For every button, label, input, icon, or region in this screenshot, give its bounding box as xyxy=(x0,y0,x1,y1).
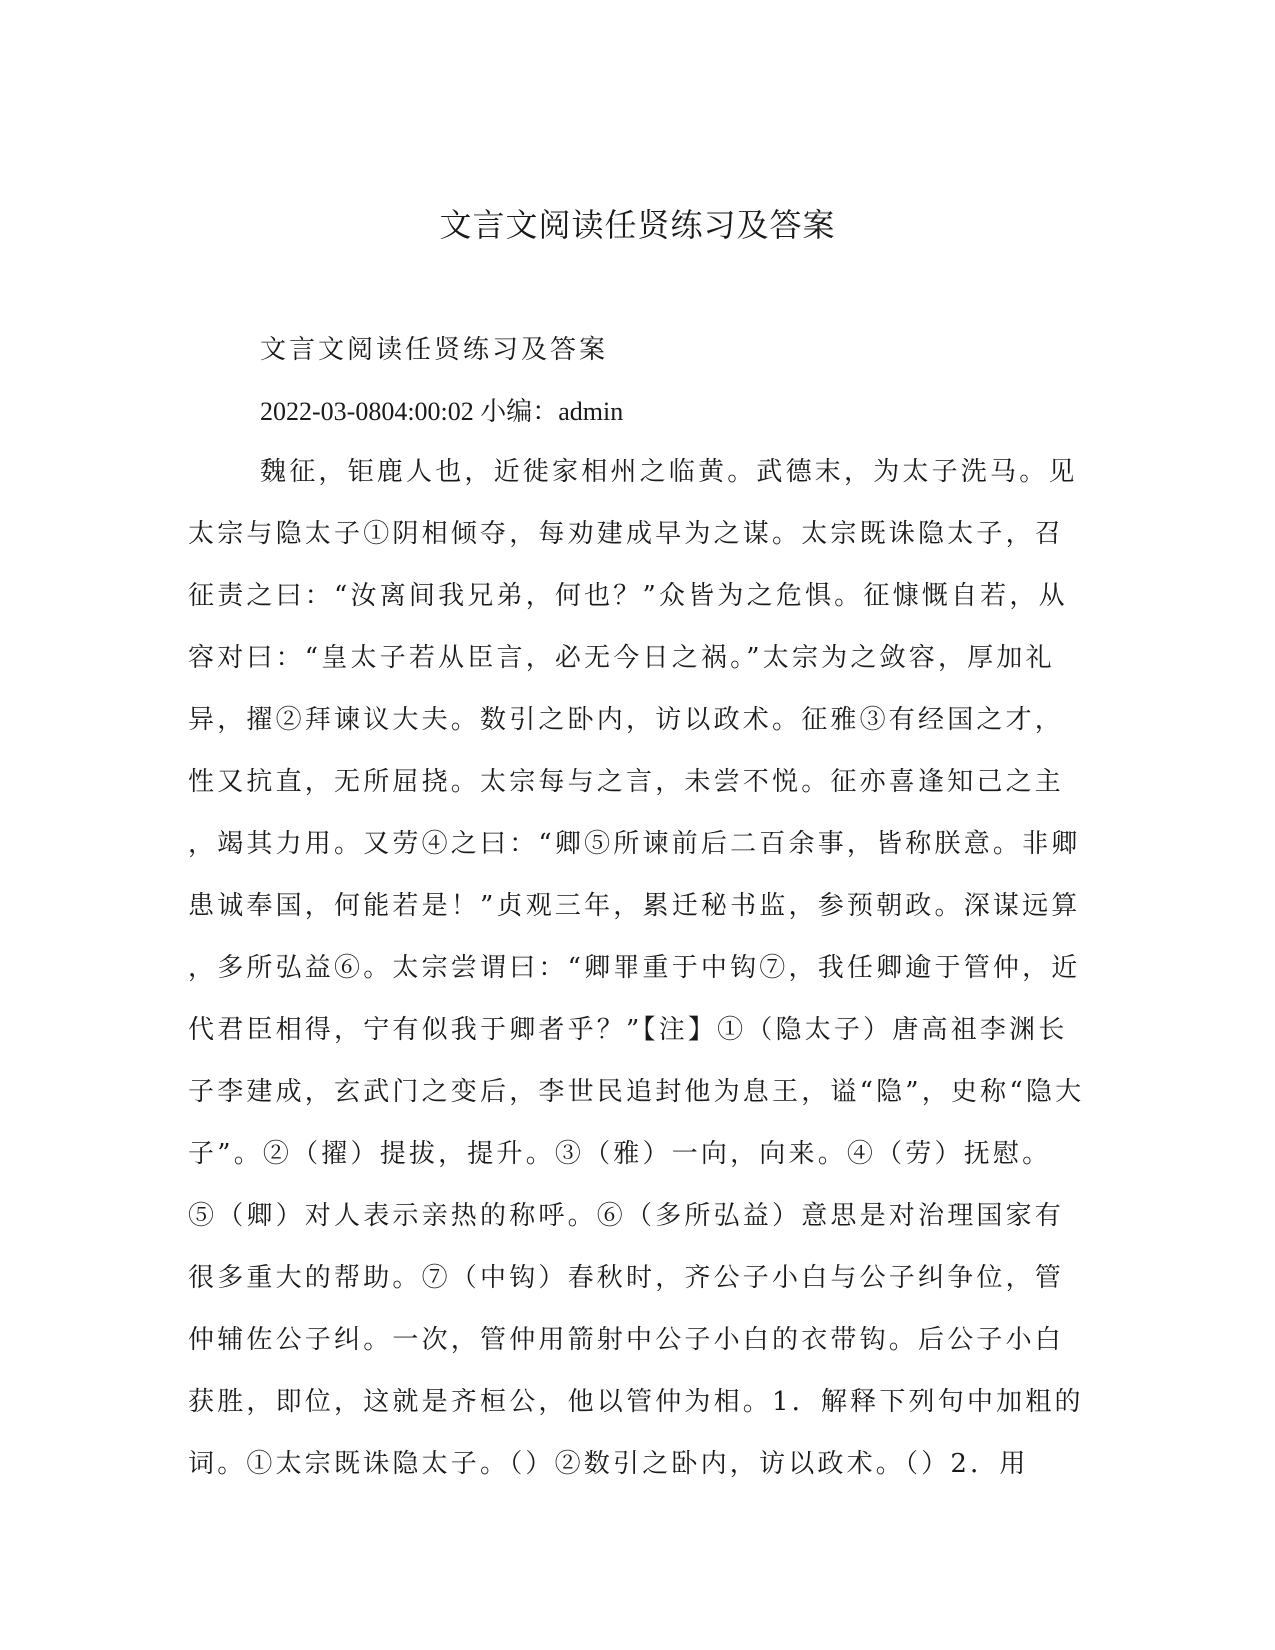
body-line: 魏征，钜鹿人也，近徙家相州之临黄。武德末，为太子洗马。见 xyxy=(260,457,1078,487)
document-title: 文言文阅读任贤练习及答案 xyxy=(439,206,836,244)
body-line: 太宗与隐太子①阴相倾夺，每劝建成早为之谋。太宗既诛隐太子，召 xyxy=(188,519,1065,549)
body-line: 容对曰：“皇太子若从臣言，必无今日之祸。”太宗为之敛容，厚加礼 xyxy=(188,643,1055,673)
body-line: 子李建成，玄武门之变后，李世民追封他为息王，谥“隐”，史称“隐大 xyxy=(188,1077,1085,1107)
body-line: ⑤（卿）对人表示亲热的称呼。⑥（多所弘益）意思是对治理国家有 xyxy=(188,1201,1065,1231)
body-line: ，多所弘益⑥。太宗尝谓曰：“卿罪重于中钩⑦，我任卿逾于管仲，近 xyxy=(188,953,1081,983)
body-line: 异，擢②拜谏议大夫。数引之卧内，访以政术。征雅③有经国之才， xyxy=(188,705,1065,735)
body-line: 征责之曰：“汝离间我兄弟，何也？”众皆为之危惧。征慷慨自若，从 xyxy=(188,581,1068,611)
body-line: 性又抗直，无所屈挠。太宗每与之言，未尝不悦。征亦喜逢知己之主 xyxy=(188,767,1065,797)
body-line: 子”。②（擢）提拔，提升。③（雅）一向，向来。④（劳）抚慰。 xyxy=(188,1139,1052,1169)
body-line: ，竭其力用。又劳④之曰：“卿⑤所谏前后二百余事，皆称朕意。非卿 xyxy=(188,829,1081,859)
body-line: 很多重大的帮助。⑦（中钩）春秋时，齐公子小白与公子纠争位，管 xyxy=(188,1263,1065,1293)
body-line: 仲辅佐公子纠。一次，管仲用箭射中公子小白的衣带钩。后公子小白 xyxy=(188,1325,1065,1355)
body-line: 获胜，即位，这就是齐桓公，他以管仲为相。1．解释下列句中加粗的 xyxy=(188,1387,1084,1417)
document-subtitle: 文言文阅读任贤练习及答案 xyxy=(260,335,609,365)
body-line: 词。①太宗既诛隐太子。（）②数引之卧内，访以政术。（）2．用 xyxy=(188,1449,1029,1479)
body-line: 患诚奉国，何能若是！”贞观三年，累迁秘书监，参预朝政。深谋远算 xyxy=(188,891,1081,921)
publish-meta: 2022-03-0804:00:02 小编：admin xyxy=(260,397,624,426)
article-body xyxy=(188,454,1088,1508)
body-line: 代君臣相得，宁有似我于卿者乎？”【注】①（隐太子）唐高祖李渊长 xyxy=(188,1015,1068,1045)
